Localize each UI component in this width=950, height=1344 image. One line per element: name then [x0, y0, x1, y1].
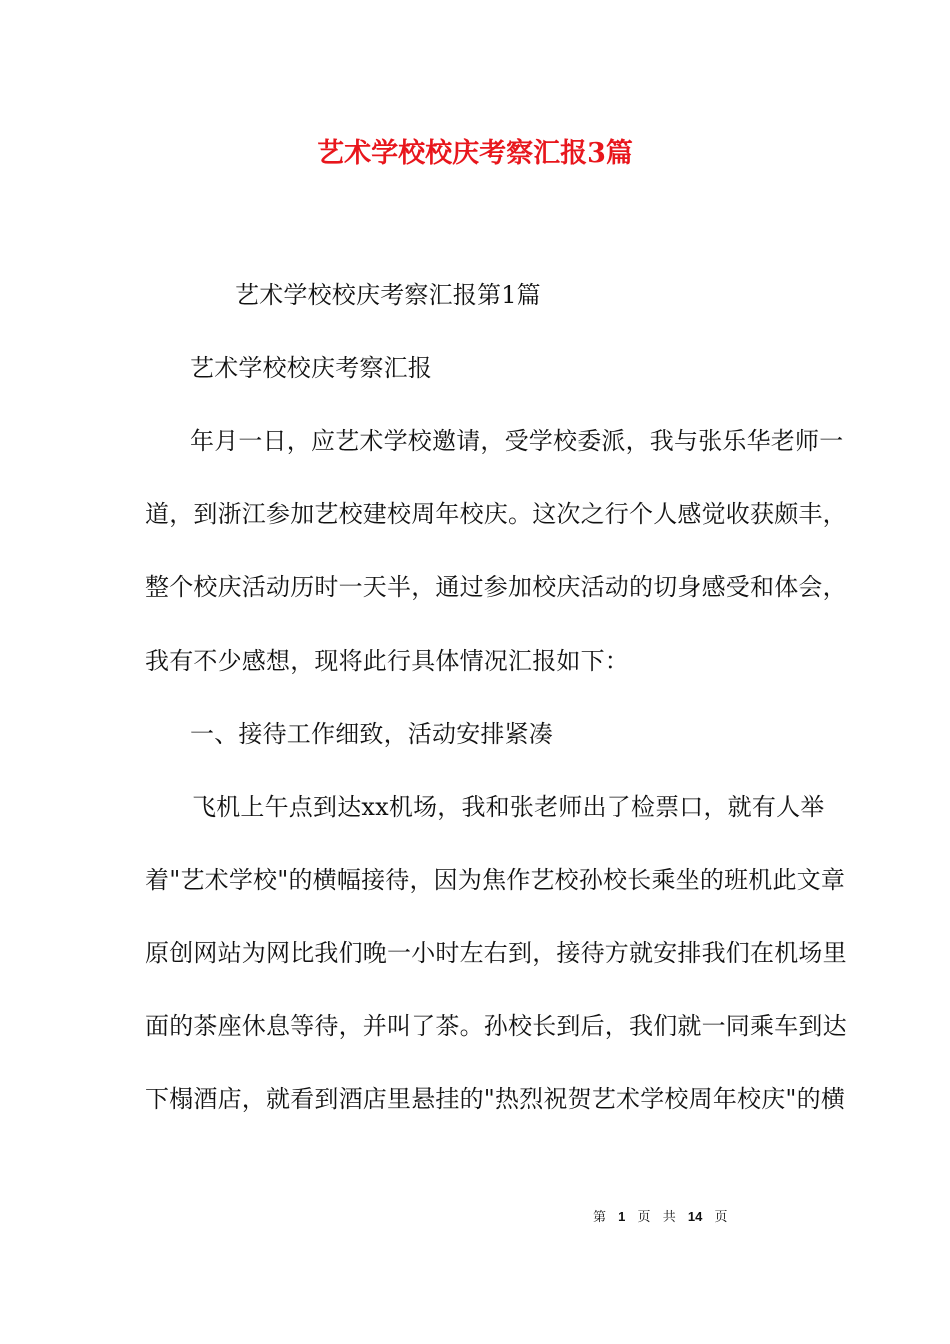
document-title: 艺术学校校庆考察汇报3篇 — [317, 138, 633, 169]
paragraph-line: 飞机上午点到达xx机场，我和张老师出了检票口，就有人举 — [192, 793, 825, 821]
footer-page-word: 页 — [637, 1210, 651, 1225]
total-pages-number: 14 — [687, 1209, 703, 1224]
paragraph-line: 原创网站为网比我们晚一小时左右到，接待方就安排我们在机场里 — [145, 939, 847, 967]
paragraph-line: 道，到浙江参加艺校建校周年校庆。这次之行个人感觉收获颇丰， — [145, 500, 847, 528]
current-page-number: 1 — [618, 1209, 626, 1224]
paragraph-line: 我有不少感想，现将此行具体情况汇报如下： — [145, 647, 629, 675]
paragraph-line: 下榻酒店，就看到酒店里悬挂的"热烈祝贺艺术学校周年校庆"的横 — [145, 1085, 846, 1113]
footer-total-word: 共 — [662, 1210, 676, 1225]
paragraph-line: 面的茶座休息等待，并叫了茶。孙校长到后，我们就一同乘车到达 — [145, 1012, 847, 1040]
footer-suffix: 页 — [714, 1210, 728, 1225]
subsection-heading: 一、接待工作细致，活动安排紧凑 — [190, 720, 553, 748]
paragraph-line: 整个校庆活动历时一天半，通过参加校庆活动的切身感受和体会， — [145, 573, 847, 601]
section-heading-1: 艺术学校校庆考察汇报第1篇 — [235, 281, 541, 309]
report-heading: 艺术学校校庆考察汇报 — [190, 354, 432, 382]
paragraph-line: 着"艺术学校"的横幅接待，因为焦作艺校孙校长乘坐的班机此文章 — [145, 866, 846, 894]
paragraph-line: 年月一日，应艺术学校邀请，受学校委派，我与张乐华老师一 — [190, 427, 844, 455]
footer-prefix: 第 — [593, 1210, 607, 1225]
page-footer — [593, 1208, 727, 1227]
